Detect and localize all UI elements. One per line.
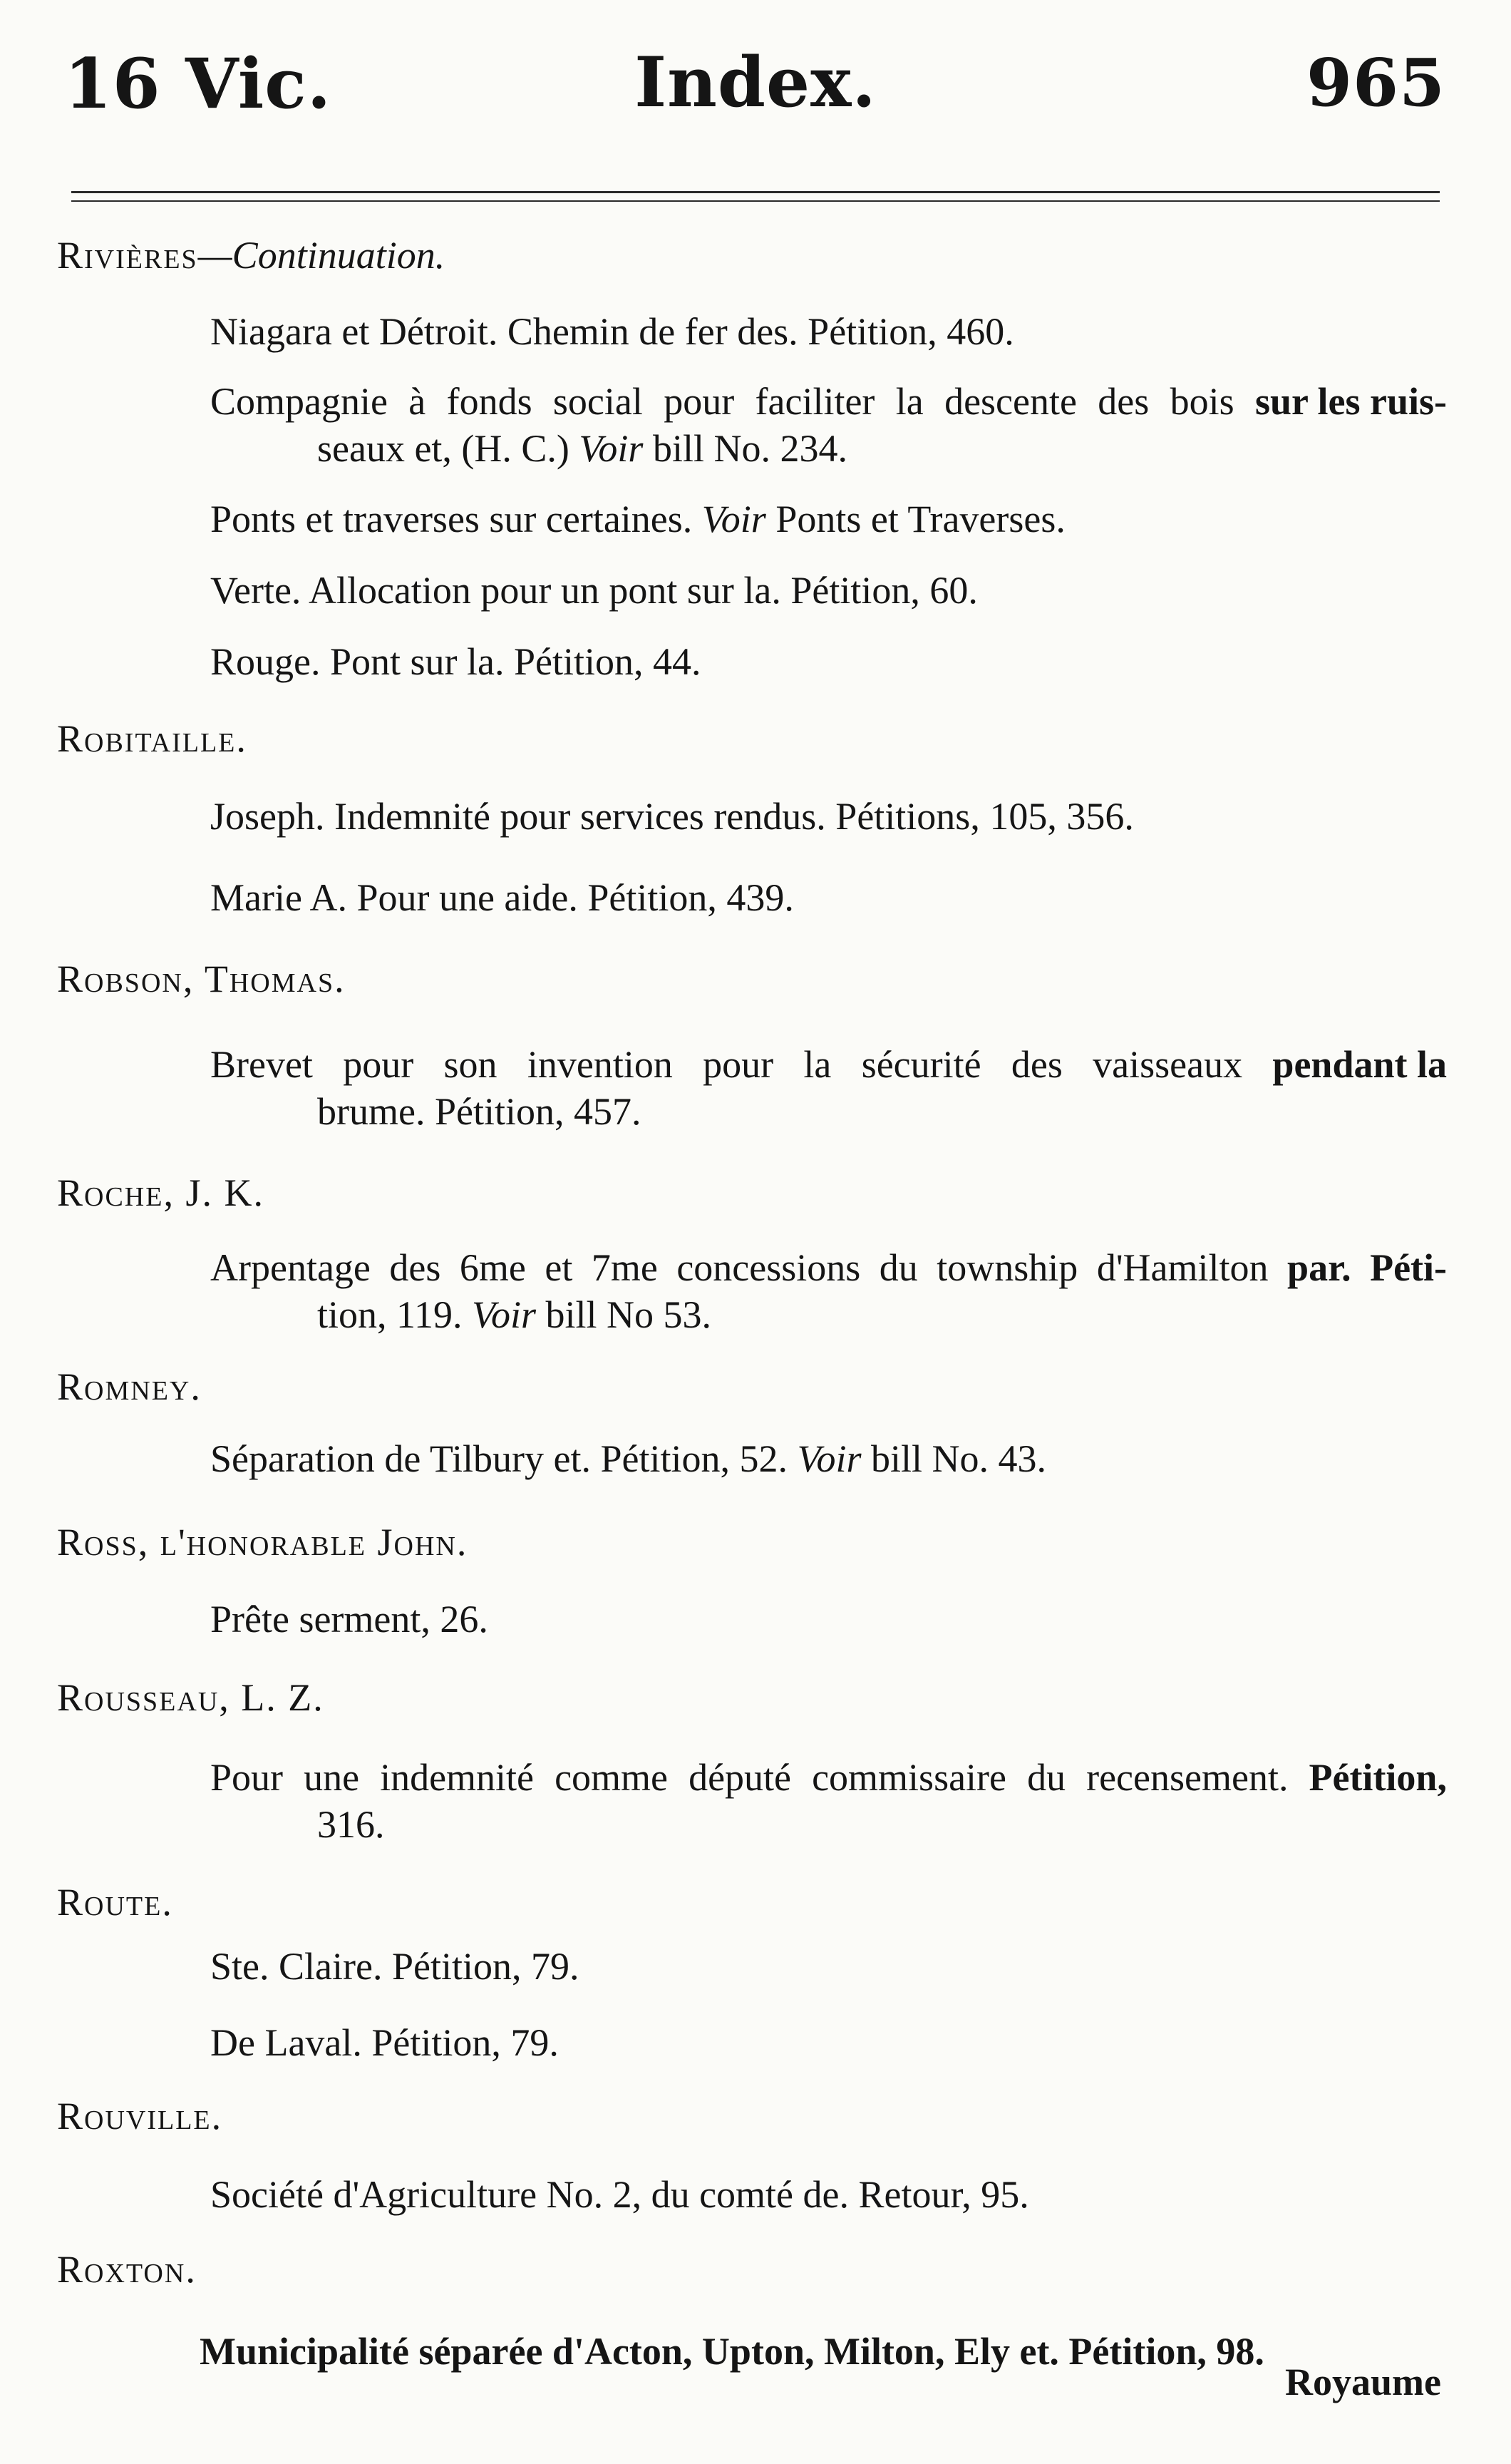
subentry-line-justified: Compagnie à fonds social pour faciliter la descente des bois sur les ruis- [210,380,1447,423]
header-title: Index. [634,42,877,123]
subentry-ponts: Ponts et traverses sur certaines. Voir Ponts et Traverses. [210,498,1066,540]
header-rule [71,191,1440,193]
entry-heading-romney: Romney. [57,1365,202,1408]
entry-heading-rouville: Rouville. [57,2095,223,2137]
subentry-arpentage: Arpentage des 6me et 7me concessions du township d'Hamilton par. Péti- tion, 119. Voir bill No 53. [210,1246,1447,1336]
subentry-verte: Verte. Allocation pour un pont sur la. Pétition, 60. [210,569,978,612]
entry-heading-robson: Robson, Thomas. [57,958,346,1000]
entry-heading-roche: Roche, J. K. [57,1171,264,1214]
subentry-prete-serment: Prête serment, 26. [210,1598,488,1641]
header-volume: 16 Vic. [64,43,332,124]
entry-heading-roxton: Roxton. [57,2248,197,2291]
subentry-rouge: Rouge. Pont sur la. Pétition, 44. [210,640,701,683]
entry-heading-rousseau: Rousseau, L. Z. [57,1676,324,1719]
entry-heading-route: Route. [57,1881,173,1924]
header-rule-thin [71,200,1440,202]
subentry-de-laval: De Laval. Pétition, 79. [210,2021,559,2064]
subentry-ste-claire: Ste. Claire. Pétition, 79. [210,1945,579,1988]
heading-suffix: —Continuation. [197,234,445,277]
subentry-marie: Marie A. Pour une aide. Pétition, 439. [210,876,794,919]
catchword: Royaume [1285,2361,1441,2403]
entry-heading-rivieres: Rivières—Continuation. [57,234,445,277]
header-page-number: 965 [1306,44,1445,121]
entry-heading-robitaille: Robitaille. [57,717,247,760]
subentry-societe-agriculture: Société d'Agriculture No. 2, du comté de. Retour, 95. [210,2173,1029,2216]
subentry-niagara: Niagara et Détroit. Chemin de fer des. Pétition, 460. [210,310,1014,353]
subentry-joseph: Joseph. Indemnité pour services rendus. Pétitions, 105, 356. [210,795,1134,838]
subentry-separation: Séparation de Tilbury et. Pétition, 52. Voir bill No. 43. [210,1437,1047,1480]
subentry-brevet: Brevet pour son invention pour la sécurité des vaisseaux pendant la brume. Pétition, 457. [210,1043,1447,1133]
entry-heading-ross: Ross, l'honorable John. [57,1521,468,1564]
subentry-indemnite: Pour une indemnité comme député commissaire du recensement. Pétition, 316. [210,1756,1447,1846]
subentry-municipalite: Municipalité séparée d'Acton, Upton, Milton, Ely et. Pétition, 98. [200,2330,1264,2373]
subentry-compagnie: Compagnie à fonds social pour faciliter la descente des bois sur les ruis- seaux et, (H. C.) Voir bill No. 234. [210,378,1447,472]
